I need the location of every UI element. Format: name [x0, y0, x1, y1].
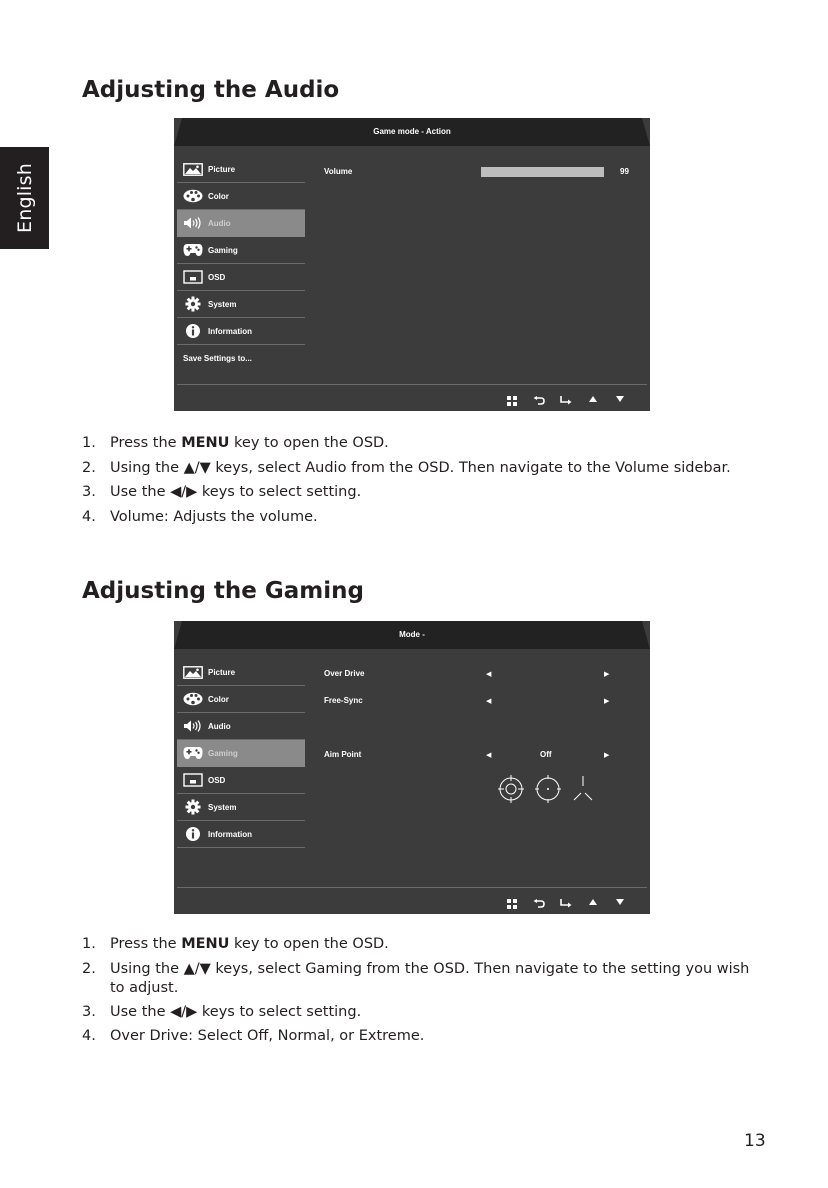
language-tab-label: English	[13, 162, 36, 234]
back-icon[interactable]	[525, 899, 552, 909]
arrow-left-icon[interactable]: ◀	[486, 697, 492, 705]
grid-icon[interactable]	[498, 396, 525, 406]
instruction-step	[82, 1000, 762, 1025]
gear-icon	[183, 297, 203, 311]
instruction-step	[82, 1024, 762, 1049]
speaker-icon	[183, 719, 203, 733]
osd-menu-item-information[interactable]	[177, 821, 305, 848]
step-text-part: Using the ▲/▼ keys, select Audio from the OSD. Then navigate to the Volume sidebar.	[110, 459, 731, 476]
down-icon[interactable]	[606, 899, 633, 909]
setting-value: Off	[540, 750, 552, 759]
instruction-step	[82, 431, 762, 456]
osd-menu	[177, 156, 305, 372]
osd-menu-item-label: Gaming	[208, 245, 238, 255]
step-text-part: Using the ▲/▼ keys, select Gaming from the OSD. Then navigate to the setting you wish to adjust.	[110, 960, 750, 996]
osd-menu	[177, 659, 305, 848]
osd-key-hints	[498, 899, 633, 909]
step-number: 4.	[82, 1028, 96, 1044]
osd-menu-item-label: OSD	[208, 775, 226, 785]
arrow-right-icon[interactable]: ▶	[604, 697, 610, 705]
audio-steps	[82, 431, 762, 529]
step-text-part: key to open the OSD.	[229, 936, 389, 952]
osd-footer-divider	[177, 384, 647, 385]
osd-menu-item-label: Gaming	[208, 748, 238, 758]
page-number: 13	[744, 1131, 766, 1151]
osd-menu-item-label: System	[208, 299, 237, 309]
osd-header-title: Game mode - Action	[373, 127, 451, 136]
osd-window-icon	[183, 773, 203, 787]
arrow-right-icon[interactable]: ▶	[604, 751, 610, 759]
crosshair-lines-icon	[570, 774, 596, 804]
instruction-step	[82, 932, 762, 957]
down-icon[interactable]	[606, 396, 633, 406]
step-text-part: Use the ◀/▶ keys to select setting.	[110, 1003, 362, 1020]
speaker-icon	[183, 216, 203, 230]
step-text-part: key to open the OSD.	[229, 435, 389, 451]
step-number: 3.	[82, 484, 96, 500]
up-icon[interactable]	[579, 396, 606, 406]
osd-menu-item-label: Information	[208, 829, 252, 839]
enter-icon[interactable]	[552, 899, 579, 909]
osd-menu-item-label: Audio	[208, 721, 231, 731]
language-tab	[0, 147, 49, 249]
step-text	[110, 1024, 762, 1049]
osd-menu-item-system[interactable]	[177, 291, 305, 318]
instruction-step	[82, 957, 762, 1000]
audio-section-title: Adjusting the Audio	[82, 77, 340, 103]
gamepad-icon	[183, 243, 203, 257]
osd-header-title: Mode -	[399, 630, 425, 639]
step-text-part: Press the	[110, 435, 182, 451]
back-icon[interactable]	[525, 396, 552, 406]
osd-menu-item-color[interactable]	[177, 183, 305, 210]
enter-icon[interactable]	[552, 396, 579, 406]
step-number: 2.	[82, 459, 96, 476]
osd-menu-item-label: Picture	[208, 164, 236, 174]
step-text	[110, 1000, 762, 1025]
step-text-part: Over Drive: Select Off, Normal, or Extreme.	[110, 1028, 425, 1044]
up-icon[interactable]	[579, 899, 606, 909]
osd-menu-item-label: Color	[208, 694, 229, 704]
setting-label-aim-point: Aim Point	[324, 750, 362, 759]
step-text-part: Press the	[110, 936, 182, 952]
volume-value: 99	[620, 167, 629, 176]
osd-menu-item-audio[interactable]	[177, 210, 305, 237]
step-text	[110, 505, 762, 530]
gaming-section-title: Adjusting the Gaming	[82, 578, 364, 604]
osd-menu-item-picture[interactable]	[177, 156, 305, 183]
osd-menu-item-label: Picture	[208, 667, 236, 677]
info-icon	[183, 324, 203, 338]
osd-menu-item-system[interactable]	[177, 794, 305, 821]
step-text	[110, 932, 762, 957]
instruction-step	[82, 480, 762, 505]
step-number: 2.	[82, 960, 96, 977]
osd-key-hints	[498, 396, 633, 406]
arrow-left-icon[interactable]: ◀	[486, 670, 492, 678]
osd-menu-item-audio[interactable]	[177, 713, 305, 740]
grid-icon[interactable]	[498, 899, 525, 909]
osd-menu-item-color[interactable]	[177, 686, 305, 713]
save-settings-item[interactable]: Save Settings to...	[183, 354, 252, 363]
osd-audio-screenshot	[174, 118, 650, 411]
arrow-left-icon[interactable]: ◀	[486, 751, 492, 759]
info-icon	[183, 827, 203, 841]
palette-icon	[183, 189, 203, 203]
menu-key-name: MENU	[181, 936, 230, 952]
step-text	[110, 957, 762, 1000]
osd-menu-item-information[interactable]	[177, 318, 305, 345]
picture-icon	[183, 665, 203, 679]
arrow-right-icon[interactable]: ▶	[604, 670, 610, 678]
instruction-step	[82, 505, 762, 530]
osd-menu-item-label: OSD	[208, 272, 226, 282]
crosshair-circle-icon	[498, 774, 524, 804]
step-number: 4.	[82, 508, 96, 525]
osd-gaming-screenshot	[174, 621, 650, 914]
osd-menu-item-label: Information	[208, 326, 252, 336]
osd-footer-divider	[177, 887, 647, 888]
setting-label-free-sync: Free-Sync	[324, 696, 363, 705]
gear-icon	[183, 800, 203, 814]
step-text	[110, 480, 762, 505]
osd-menu-item-picture[interactable]	[177, 659, 305, 686]
picture-icon	[183, 162, 203, 176]
osd-menu-item-label: Color	[208, 191, 229, 201]
step-text	[110, 431, 762, 456]
osd-menu-item-label: Audio	[208, 218, 231, 228]
step-text	[110, 456, 762, 481]
volume-label: Volume	[324, 167, 353, 176]
step-text-part: Volume: Adjusts the volume.	[110, 508, 318, 525]
instruction-step	[82, 456, 762, 481]
osd-menu-item-osd[interactable]	[177, 767, 305, 794]
osd-menu-item-label: System	[208, 802, 237, 812]
palette-icon	[183, 692, 203, 706]
osd-menu-item-gaming[interactable]	[177, 740, 305, 767]
step-number: 3.	[82, 1003, 96, 1020]
step-number: 1.	[82, 936, 96, 952]
osd-menu-item-gaming[interactable]	[177, 237, 305, 264]
step-number: 1.	[82, 435, 96, 451]
osd-menu-item-osd[interactable]	[177, 264, 305, 291]
menu-key-name: MENU	[181, 435, 230, 451]
step-text-part: Use the ◀/▶ keys to select setting.	[110, 484, 362, 500]
gamepad-icon	[183, 746, 203, 760]
crosshair-dot-icon	[535, 774, 561, 804]
gaming-steps	[82, 932, 762, 1049]
osd-window-icon	[183, 270, 203, 284]
setting-label-over-drive: Over Drive	[324, 669, 365, 678]
volume-slider[interactable]	[481, 167, 604, 177]
